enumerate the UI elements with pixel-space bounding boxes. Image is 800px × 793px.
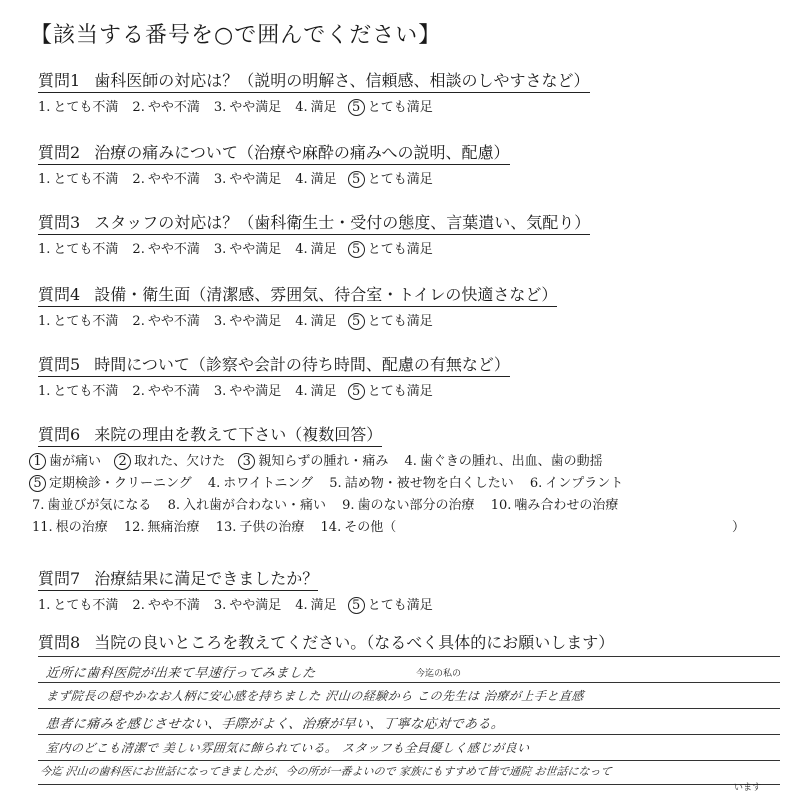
ruled-line xyxy=(38,784,780,785)
option-3[interactable]: 3. やや満足 xyxy=(213,242,282,257)
reason-white-fillings[interactable]: 5. 詰め物・被せ物を白くしたい xyxy=(329,476,514,491)
question-heading xyxy=(38,140,510,165)
option-2[interactable]: 2. やや不満 xyxy=(132,100,200,115)
question-1 xyxy=(38,68,778,116)
reason-8[interactable]: 8. 入れ歯が合わない・痛い xyxy=(167,498,326,513)
page-title: 【該当する番号を○で囲んでください】 xyxy=(30,23,442,48)
question-text: 来院の理由を教えて下さい（複数回答） xyxy=(94,425,383,444)
option-4[interactable]: 4. 満足 xyxy=(295,598,337,613)
reason-1-circled[interactable]: 1 歯が痛い xyxy=(32,451,101,473)
question-heading xyxy=(38,630,614,654)
rating-options xyxy=(38,380,778,400)
option-2[interactable]: 2. やや不満 xyxy=(132,242,200,257)
option-5-circled[interactable]: 5 とても満足 xyxy=(351,380,433,400)
reason-11[interactable]: 11. 根の治療 xyxy=(32,520,108,535)
handwritten-side-note-end: います xyxy=(734,783,762,793)
option-3[interactable]: 3. やや満足 xyxy=(213,384,282,399)
question-text: 当院の良いところを教えてください。（なるべく具体的にお願いします） xyxy=(94,633,615,652)
rating-options xyxy=(38,594,778,614)
question-heading xyxy=(38,422,382,447)
question-text: 治療の痛みについて（治療や麻酔の痛みへの説明、配慮） xyxy=(94,143,510,162)
option-2[interactable]: 2. やや不満 xyxy=(132,384,200,399)
ruled-line xyxy=(38,656,780,657)
reason-whitening[interactable]: 4. ホワイトニング xyxy=(207,476,314,491)
question-number: 質問7 xyxy=(38,569,81,588)
reason-other[interactable]: 14. その他（ xyxy=(320,520,397,535)
option-1[interactable]: 1. とても不満 xyxy=(38,598,119,613)
reason-3-circled[interactable]: 3 親知らずの腫れ・痛み xyxy=(241,451,388,473)
question-6 xyxy=(32,422,778,539)
question-text: 歯科医師の対応は？（説明の明解さ、信頼感、相談のしやすさなど） xyxy=(94,71,590,90)
option-4[interactable]: 4. 満足 xyxy=(295,100,337,115)
reason-13[interactable]: 13. 子供の治療 xyxy=(215,520,305,535)
option-3[interactable]: 3. やや満足 xyxy=(213,172,282,187)
reason-row xyxy=(32,517,778,539)
option-1[interactable]: 1. とても不満 xyxy=(38,172,119,187)
rating-options xyxy=(38,96,778,116)
option-5-circled[interactable]: 5 とても満足 xyxy=(351,238,433,258)
question-number: 質問8 xyxy=(38,633,81,652)
question-2 xyxy=(38,140,778,188)
question-heading xyxy=(38,352,510,377)
ruled-line xyxy=(38,734,780,735)
reason-checkup-circled[interactable]: 5 定期検診・クリーニング xyxy=(32,473,192,495)
reason-row xyxy=(32,473,778,495)
option-2[interactable]: 2. やや不満 xyxy=(132,314,200,329)
ruled-line xyxy=(38,760,780,761)
ruled-line xyxy=(38,708,780,709)
question-4 xyxy=(38,282,778,330)
option-1[interactable]: 1. とても不満 xyxy=(38,242,119,257)
option-1[interactable]: 1. とても不満 xyxy=(38,314,119,329)
option-3[interactable]: 3. やや満足 xyxy=(213,598,282,613)
reason-9[interactable]: 9. 歯のない部分の治療 xyxy=(342,498,475,513)
option-1[interactable]: 1. とても不満 xyxy=(38,384,119,399)
question-text: 時間について（診察や会計の待ち時間、配慮の有無など） xyxy=(94,355,510,374)
reason-4[interactable]: 4. 歯ぐきの腫れ、出血、歯の動揺 xyxy=(404,454,603,469)
option-2[interactable]: 2. やや不満 xyxy=(132,598,200,613)
reason-options xyxy=(32,451,778,539)
question-number: 質問1 xyxy=(38,71,81,90)
question-number: 質問2 xyxy=(38,143,81,162)
question-7 xyxy=(38,566,778,614)
rating-options xyxy=(38,310,778,330)
handwritten-line-1: 近所に歯科医院が出来て早速行ってみました xyxy=(45,666,317,681)
handwritten-line-3: 患者に痛みを感じさせない、手際がよく、治療が早い、丁寧な応対である。 xyxy=(45,717,506,732)
option-5-circled[interactable]: 5 とても満足 xyxy=(351,594,433,614)
handwritten-line-4: 室内のどこも清潔で 美しい雰囲気に飾られている。 スタッフも全員優しく感じが良い xyxy=(45,741,531,755)
option-4[interactable]: 4. 満足 xyxy=(295,172,337,187)
question-8 xyxy=(38,630,778,654)
question-number: 質問4 xyxy=(38,285,81,304)
question-number: 質問3 xyxy=(38,213,81,232)
option-5-circled[interactable]: 5 とても満足 xyxy=(351,96,433,116)
question-heading xyxy=(38,282,557,307)
option-4[interactable]: 4. 満足 xyxy=(295,384,337,399)
question-5 xyxy=(38,352,778,400)
option-5-circled[interactable]: 5 とても満足 xyxy=(351,310,433,330)
handwritten-line-5: 今迄 沢山の歯科医にお世話になってきましたが、今の所が一番よいので 家族にもすすめて皆で通院 お世話になって xyxy=(39,765,613,778)
question-heading xyxy=(38,68,590,93)
question-heading xyxy=(38,566,318,591)
rating-options xyxy=(38,168,778,188)
reason-7[interactable]: 7. 歯並びが気になる xyxy=(32,498,152,513)
option-3[interactable]: 3. やや満足 xyxy=(213,100,282,115)
rating-options xyxy=(38,238,778,258)
reason-row xyxy=(32,451,778,473)
option-4[interactable]: 4. 満足 xyxy=(295,242,337,257)
option-1[interactable]: 1. とても不満 xyxy=(38,100,119,115)
option-3[interactable]: 3. やや満足 xyxy=(213,314,282,329)
handwritten-side-note: 今迄の私の xyxy=(416,669,462,679)
option-4[interactable]: 4. 満足 xyxy=(295,314,337,329)
question-number: 質問6 xyxy=(38,425,81,444)
option-2[interactable]: 2. やや不満 xyxy=(132,172,200,187)
reason-10[interactable]: 10. 噛み合わせの治療 xyxy=(490,498,619,513)
question-text: 治療結果に満足できましたか？ xyxy=(94,569,319,588)
question-text: スタッフの対応は？（歯科衛生士・受付の態度、言葉遣い、気配り） xyxy=(94,213,591,232)
ruled-line xyxy=(38,682,780,683)
question-3 xyxy=(38,210,778,258)
reason-row xyxy=(32,495,778,517)
handwritten-line-2: まず院長の穏やかなお人柄に安心感を持ちました 沢山の経験から この先生は 治療が上手と直感 xyxy=(45,689,585,703)
question-number: 質問5 xyxy=(38,355,81,374)
reason-2-circled[interactable]: 2 取れた、欠けた xyxy=(117,451,225,473)
reason-implant[interactable]: 6. インプラント xyxy=(529,476,624,491)
question-text: 設備・衛生面（清潔感、雰囲気、待合室・トイレの快適さなど） xyxy=(94,285,558,304)
option-5-circled[interactable]: 5 とても満足 xyxy=(351,168,433,188)
reason-12[interactable]: 12. 無痛治療 xyxy=(123,520,200,535)
question-heading xyxy=(38,210,590,235)
other-close-paren: ） xyxy=(732,520,746,535)
